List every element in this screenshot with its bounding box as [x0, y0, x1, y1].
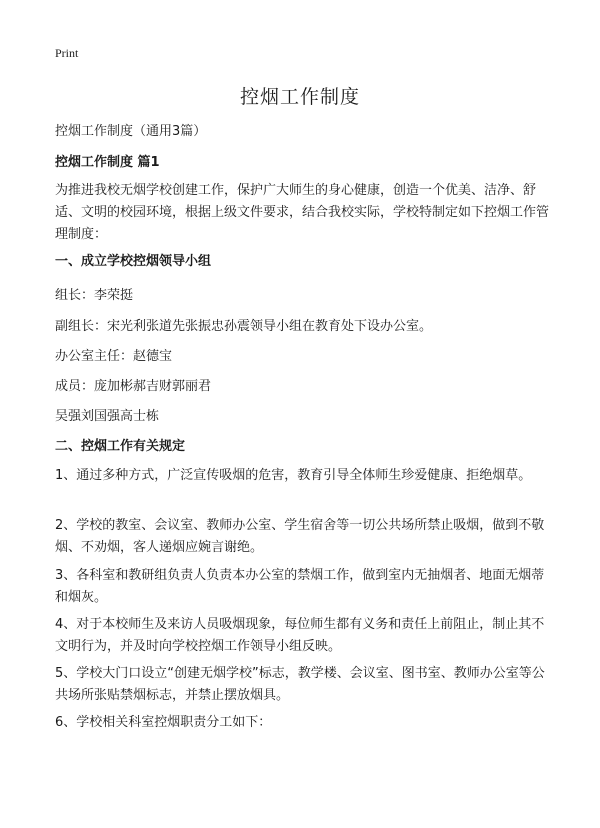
- section-heading-leadership: 一、成立学校控烟领导小组: [55, 254, 212, 269]
- intro-paragraph: 为推进我校无烟学校创建工作，保护广大师生的身心健康，创造一个优美、洁净、舒适、文明的校园环境，根据上级文件要求，结合我校实际，学校特制定如下控烟工作管理制度：: [55, 183, 550, 242]
- members-line: 成员：庞加彬郝吉财郭丽君: [55, 379, 212, 394]
- document-title: 控烟工作制度: [239, 86, 360, 108]
- members-line-2: 吴强刘国强高士栋: [55, 409, 160, 424]
- rule-paragraph-5: 5、学校大门口设立“创建无烟学校”标志，教学楼、会议室、图书室、教师办公室等公共场所张贴禁烟标志，并禁止摆放烟具。: [55, 666, 545, 703]
- office-director-line: 办公室主任：赵德宝: [55, 349, 173, 364]
- rule-paragraph-1: 1、通过多种方式，广泛宣传吸烟的危害，教育引导全体师生珍爱健康、拒绝烟草。: [55, 468, 532, 483]
- document-subtitle: 控烟工作制度（通用3篇）: [55, 124, 207, 139]
- rule-paragraph-3: 3、各科室和教研组负责人负责本办公室的禁烟工作，做到室内无抽烟者、地面无烟蒂和烟灰。: [55, 568, 545, 605]
- rule-paragraph-4: 4、对于本校师生及来访人员吸烟现象，每位师生都有义务和责任上前阻止，制止其不文明行为，并及时向学校控烟工作领导小组反映。: [55, 617, 545, 654]
- leader-line: 组长：李荣挺: [55, 288, 134, 303]
- rule-paragraph-6: 6、学校相关科室控烟职责分工如下：: [55, 715, 272, 730]
- print-link[interactable]: Print: [55, 46, 79, 60]
- deputy-line: 副组长：宋光利张道先张振忠孙震领导小组在教育处下设办公室。: [55, 319, 433, 334]
- part-heading: 控烟工作制度 篇1: [55, 155, 160, 170]
- rule-paragraph-2: 2、学校的教室、会议室、教师办公室、学生宿舍等一切公共场所禁止吸烟，做到不敬烟、不劝烟，客人递烟应婉言谢绝。: [55, 518, 545, 555]
- section-heading-rules: 二、控烟工作有关规定: [55, 439, 186, 454]
